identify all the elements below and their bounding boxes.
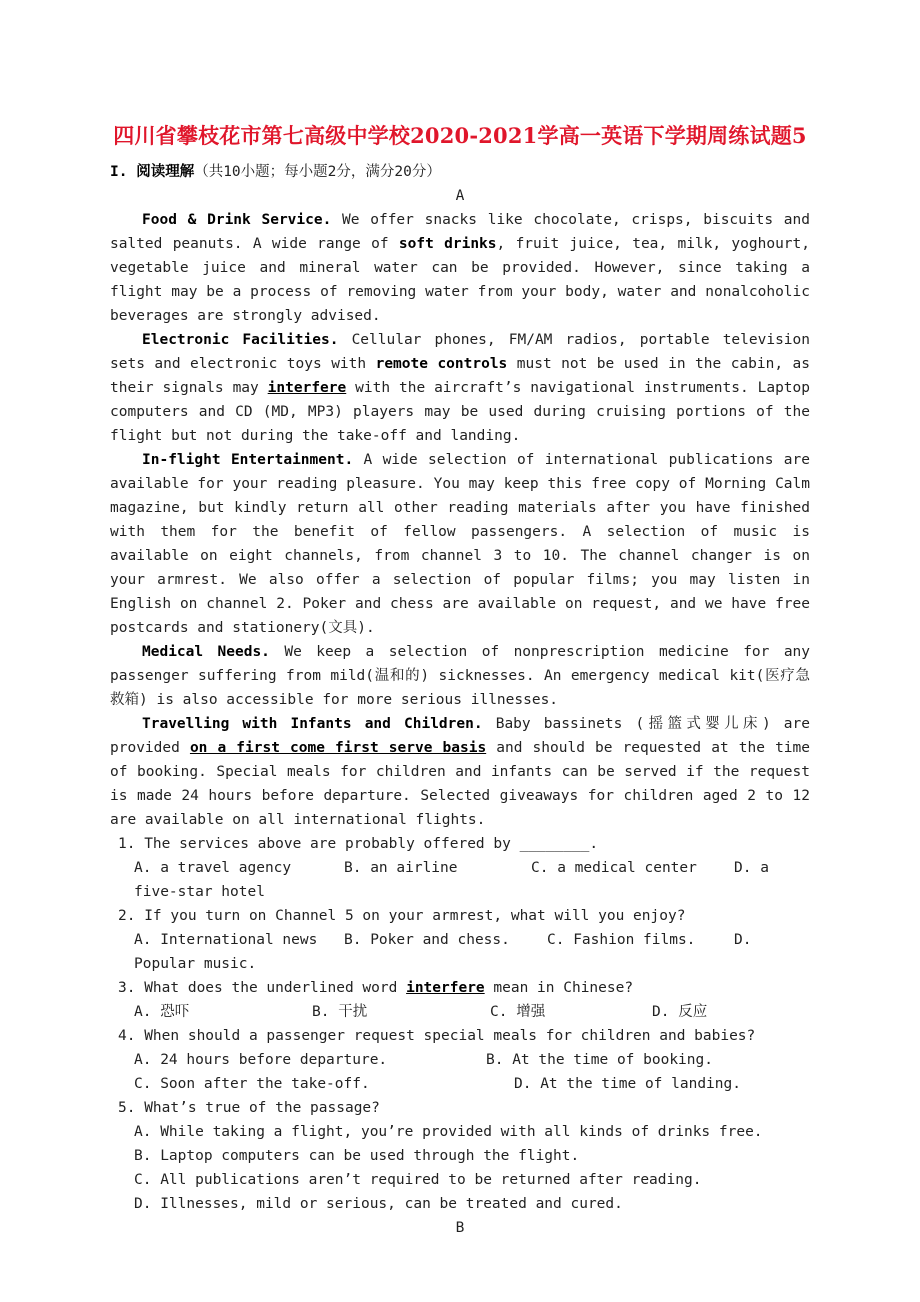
paragraph-entertainment: In-flight Entertainment. A wide selection of international publications are available for your reading pleasure. You may keep this free copy of Morning Calm magazine, but kindly return all other reading materials after you have finished with them for the benefit of fellow passengers. A selection of music is available on eight channels, from channel 3 to 10. The channel changer is on your armrest. We also offer a selection of popular films; you may listen in English on channel 2. Poker and chess are available on request, and we have free postcards and stationery(文具). xyxy=(110,452,810,636)
question-4-options-row2 xyxy=(110,1072,810,1096)
document-body xyxy=(110,160,810,1240)
option-c: C. Fashion films. xyxy=(547,932,696,948)
option-d: D. Illnesses, mild or serious, can be treated and cured. xyxy=(134,1196,623,1212)
option-a: A. a travel agency xyxy=(134,860,292,876)
option-c: C. 增强 xyxy=(490,1004,546,1020)
page-title: 四川省攀枝花市第七高级中学校2020-2021学高一英语下学期周练试题5 xyxy=(113,123,807,148)
question-2-options xyxy=(110,928,810,976)
question-4-stem: 4. When should a passenger request special meals for children and babies? xyxy=(118,1028,756,1044)
paragraph-food-drink: Food & Drink Service. We offer snacks like chocolate, crisps, biscuits and salted peanuts. A wide range of soft drinks, fruit juice, tea, milk, yoghourt, vegetable juice and mineral water can be provided. However, since taking a flight may be a process of removing water from your body, water and nonalcoholic beverages are strongly advised. xyxy=(110,212,810,324)
question-1-options xyxy=(110,856,810,904)
question-3-stem: 3. What does the underlined word interfere mean in Chinese? xyxy=(118,980,634,996)
option-d: D. 反应 xyxy=(652,1004,708,1020)
option-a: A. While taking a flight, you’re provided with all kinds of drinks free. xyxy=(134,1124,763,1140)
option-a: A. 恐吓 xyxy=(134,1004,190,1020)
option-d: D. At the time of landing. xyxy=(514,1076,741,1092)
passage-b-letter: B xyxy=(455,1220,465,1236)
option-b: B. an airline xyxy=(344,860,458,876)
question-3-options xyxy=(110,1000,810,1024)
option-b: B. Poker and chess. xyxy=(344,932,510,948)
question-2-stem: 2. If you turn on Channel 5 on your armrest, what will you enjoy? xyxy=(118,908,686,924)
option-b: B. At the time of booking. xyxy=(486,1052,713,1068)
paragraph-infants: Travelling with Infants and Children. Baby bassinets (摇篮式婴儿床) are provided on a first come first serve basis and should be requested at the time of booking. Special meals for children and infants can be served if the request is made 24 hours before departure. Selected giveaways for children aged 2 to 12 are available on all international flights. xyxy=(110,716,810,828)
option-c: C. All publications aren’t required to be returned after reading. xyxy=(134,1172,702,1188)
question-5-stem: 5. What’s true of the passage? xyxy=(118,1100,380,1116)
option-d: D. a five-star hotel xyxy=(134,860,769,900)
option-a: A. 24 hours before departure. xyxy=(134,1052,388,1068)
option-b: B. Laptop computers can be used through the flight. xyxy=(134,1148,580,1164)
paragraph-electronic: Electronic Facilities. Cellular phones, FM/AM radios, portable television sets and electronic toys with remote controls must not be used in the cabin, as their signals may interfere with the aircraft’s navigational instruments. Laptop computers and CD (MD, MP3) players may be used during cruising portions of the flight but not during the take-off and landing. xyxy=(110,332,811,444)
question-4-options-row1 xyxy=(110,1048,810,1072)
underlined-phrase: on a first come first serve basis xyxy=(189,740,487,756)
section-heading xyxy=(110,160,810,184)
option-a: A. International news xyxy=(134,932,318,948)
section-label: I. 阅读理解 xyxy=(110,164,195,180)
passage-a-letter: A xyxy=(455,188,465,204)
section-note: （共10小题；每小题2分，满分20分） xyxy=(194,164,441,180)
paragraph-medical: Medical Needs. We keep a selection of nonprescription medicine for any passenger suffering from mild(温和的) sicknesses. An emergency medical kit(医疗急救箱) is also accessible for more serious illnesses. xyxy=(110,644,811,708)
question-1-stem: 1. The services above are probably offered by ________. xyxy=(118,836,599,852)
option-d: D. Popular music. xyxy=(134,932,752,972)
option-c: C. Soon after the take-off. xyxy=(134,1076,370,1092)
underlined-word: interfere xyxy=(267,380,347,396)
option-b: B. 干扰 xyxy=(312,1004,368,1020)
option-c: C. a medical center xyxy=(531,860,697,876)
